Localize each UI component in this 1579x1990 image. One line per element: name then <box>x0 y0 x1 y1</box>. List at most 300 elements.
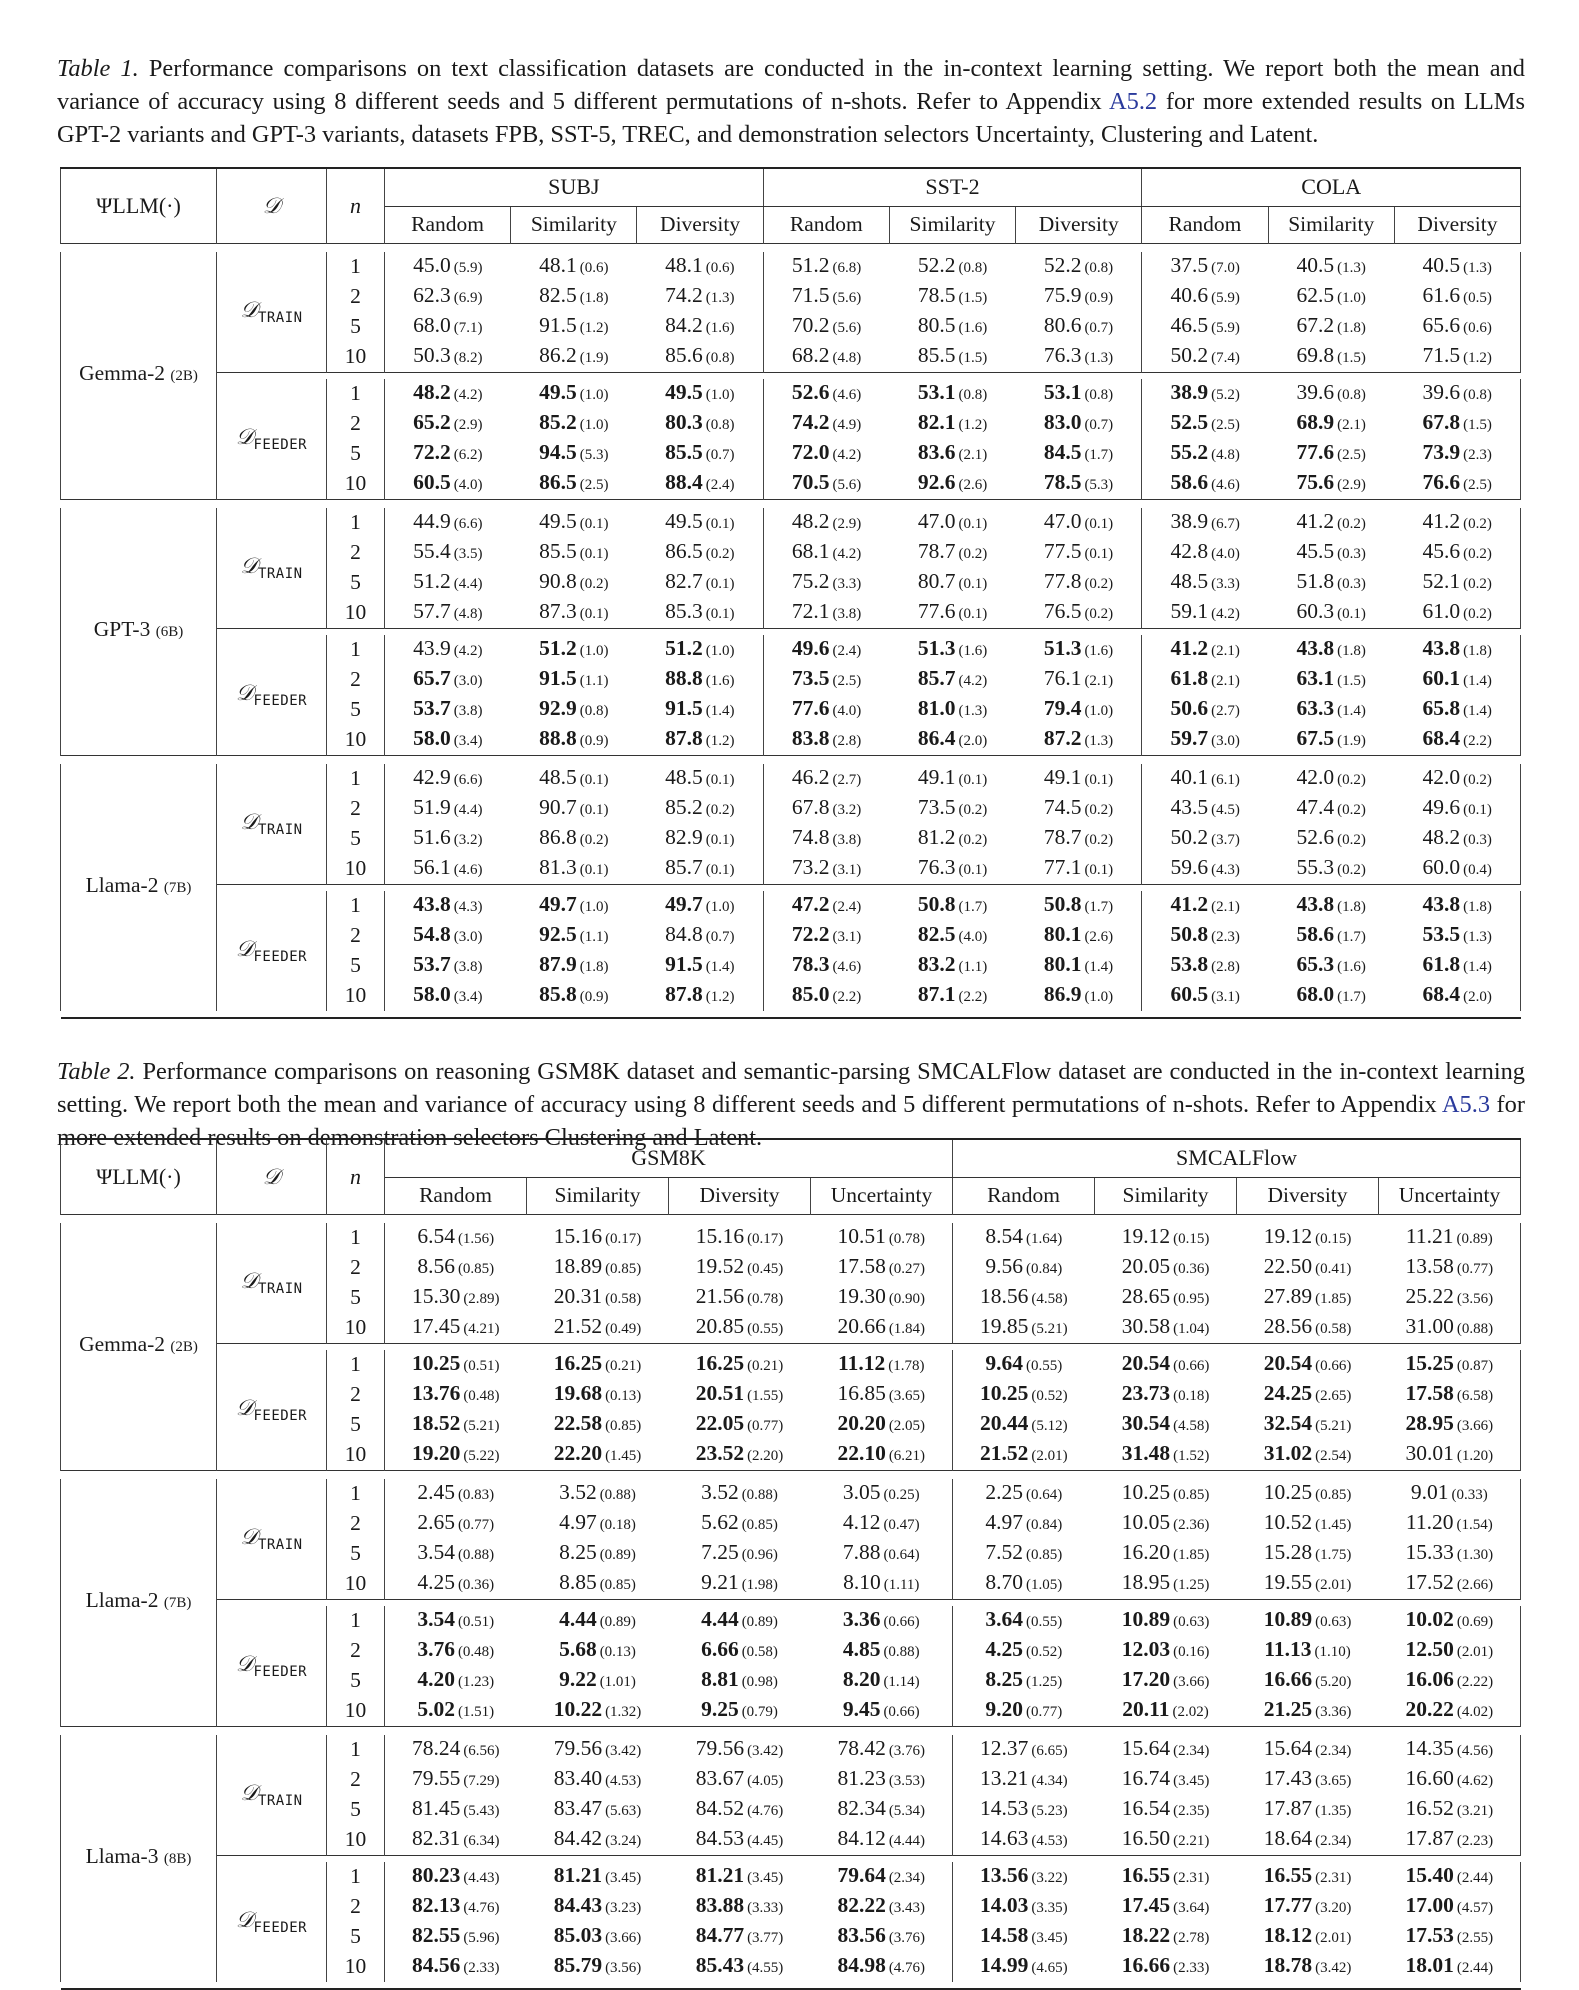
table1-cell-std: (2.5) <box>1463 476 1492 493</box>
table2-cell-std: (5.34) <box>888 1802 926 1819</box>
table1-cell <box>1394 794 1520 824</box>
table2-cell-mean: 13.76 <box>411 1380 461 1405</box>
table2-cell-mean: 10.02 <box>1405 1606 1454 1631</box>
table2-cell <box>1379 1795 1521 1825</box>
table1-cell-std: (0.1) <box>958 515 988 532</box>
table1-cell-std: (5.6) <box>832 476 862 493</box>
table1-cell <box>1394 695 1520 725</box>
table1-cell <box>1394 854 1520 885</box>
table1-cell <box>1394 379 1520 409</box>
table2-cell <box>953 1765 1095 1795</box>
table1-cell-mean: 49.7 <box>539 891 577 916</box>
table1-cell <box>385 981 511 1011</box>
table1-cell-std: (0.2) <box>1084 575 1114 592</box>
table1-header-psi-sub: LLM <box>112 192 159 218</box>
table2-cell <box>953 1952 1095 1982</box>
table1-group-0 <box>385 168 764 206</box>
table2-model-1 <box>61 1470 1521 1726</box>
table1-cell <box>385 921 511 951</box>
table2-cell-mean: 18.12 <box>1263 1922 1313 1947</box>
table2-shot-count <box>327 1636 385 1666</box>
table2-shot-value: 1 <box>350 1352 361 1376</box>
table2-cell-mean: 20.85 <box>695 1313 745 1338</box>
table2-cell-std: (0.85) <box>605 1260 642 1277</box>
table1-cell-mean: 59.7 <box>1170 725 1209 750</box>
table1-cell <box>1268 469 1394 500</box>
table1-cell-std: (0.3) <box>1337 545 1366 562</box>
table1-cell-mean: 61.8 <box>1170 665 1209 690</box>
table2-header-llm <box>61 1139 217 1214</box>
table2-cell <box>811 1380 953 1410</box>
table1-cell-std: (4.6) <box>832 386 862 403</box>
table2-model-label: Gemma-2 <box>79 1332 166 1356</box>
table1-cell <box>511 824 637 854</box>
table2-cell <box>1379 1223 1521 1253</box>
table1-cell-std: (0.2) <box>1337 861 1366 878</box>
table1-cell-std: (1.4) <box>705 702 735 719</box>
table1-cell <box>385 764 511 794</box>
table2-shot-value: 2 <box>350 1638 361 1662</box>
table2-header-group-row <box>61 1139 1521 1177</box>
table2-cell <box>1095 1666 1237 1696</box>
table1-cell <box>763 854 889 885</box>
table1-cell <box>1016 439 1142 469</box>
table1-cell-mean: 38.9 <box>1170 508 1209 533</box>
table2-cell <box>1237 1283 1379 1313</box>
table2-cell-mean: 30.54 <box>1121 1410 1171 1435</box>
table1-cell-mean: 87.2 <box>1043 725 1082 750</box>
table2-cell-std: (1.56) <box>457 1230 495 1247</box>
table1-cell-mean: 61.6 <box>1422 282 1461 307</box>
table2-cell-mean: 10.89 <box>1121 1606 1171 1631</box>
table2-cell-std: (3.45) <box>747 1869 784 1886</box>
table1-cell-mean: 61.8 <box>1422 951 1461 976</box>
table1-cell-mean: 48.1 <box>539 252 577 277</box>
table2-cell-std: (0.90) <box>888 1290 926 1307</box>
table1-cell-mean: 52.1 <box>1422 568 1461 593</box>
table2-cell-mean: 83.47 <box>553 1795 603 1820</box>
table2-cell <box>1237 1735 1379 1765</box>
table2-cell-std: (1.04) <box>1173 1320 1210 1337</box>
table2-dataset-name <box>217 1350 327 1471</box>
table2-cell-std: (3.66) <box>605 1929 642 1946</box>
table2-cell-mean: 81.21 <box>553 1862 603 1887</box>
table1-cell-mean: 42.0 <box>1296 764 1335 789</box>
table2-row <box>61 1350 1521 1380</box>
table2-shot-value: 5 <box>350 1412 361 1436</box>
table2-cell <box>953 1539 1095 1569</box>
table1-cell-mean: 51.8 <box>1296 568 1335 593</box>
table2-cell <box>953 1223 1095 1253</box>
table1-cell-std: (1.0) <box>705 386 735 403</box>
table1-cell <box>763 951 889 981</box>
table1-cell-mean: 80.1 <box>1043 921 1082 946</box>
table1-cell-std: (2.7) <box>1211 702 1240 719</box>
table2-cell <box>1095 1350 1237 1380</box>
table1-cell <box>1268 538 1394 568</box>
table1-cell-mean: 38.9 <box>1170 379 1209 404</box>
table2-cell <box>811 1223 953 1253</box>
table1-cell <box>637 824 763 854</box>
table2-shot-count <box>327 1569 385 1600</box>
table1-cell-mean: 82.7 <box>665 568 703 593</box>
table1-cell-mean: 59.1 <box>1170 598 1209 623</box>
table2-cell <box>527 1735 669 1765</box>
table1-model-separator <box>61 755 1521 764</box>
table2-cell-mean: 82.22 <box>837 1892 886 1917</box>
table1-cell-mean: 55.3 <box>1296 854 1335 879</box>
table1-subcol-7 <box>1268 206 1394 243</box>
table1-header-d: 𝒟 <box>262 192 281 218</box>
table1-cell-std: (0.2) <box>1337 515 1366 532</box>
table1-cell-mean: 46.5 <box>1170 312 1209 337</box>
table2-cell-mean: 85.79 <box>553 1952 603 1977</box>
table2-header-psi-arg: (·) <box>158 1163 181 1189</box>
table2-cell <box>527 1283 669 1313</box>
table1-cell-mean: 72.1 <box>791 598 830 623</box>
table1-cell-mean: 41.2 <box>1422 508 1461 533</box>
table1-cell-mean: 49.6 <box>791 635 830 660</box>
table1-cell <box>1016 508 1142 538</box>
table1-cell-std: (0.8) <box>1463 386 1492 403</box>
table2-cell <box>1237 1410 1379 1440</box>
table1-cell-mean: 74.2 <box>791 409 830 434</box>
table1-cell-mean: 84.2 <box>665 312 703 337</box>
table1-cell <box>1268 921 1394 951</box>
table1-cell <box>637 695 763 725</box>
table1-cell-std: (1.8) <box>579 958 609 975</box>
table2-cell <box>953 1922 1095 1952</box>
table2-cell-mean: 79.56 <box>695 1735 745 1760</box>
table1-shot-value: 5 <box>350 314 361 338</box>
table2-cell-mean: 83.40 <box>553 1765 603 1790</box>
table2-cell-std: (0.27) <box>888 1260 926 1277</box>
table2-shot-value: 1 <box>350 1225 361 1249</box>
table2-cell <box>1095 1380 1237 1410</box>
table1-cell-std: (0.1) <box>705 771 735 788</box>
table2-cell <box>385 1253 527 1283</box>
table1-subcol-label-0: Random <box>411 212 485 236</box>
table2-cell-std: (5.12) <box>1031 1417 1068 1434</box>
table2-cell <box>527 1253 669 1283</box>
table2-cell-mean: 3.54 <box>417 1539 455 1564</box>
table2-cell <box>385 1223 527 1253</box>
table2-cell-mean: 10.51 <box>837 1223 886 1248</box>
table2-cell <box>811 1696 953 1727</box>
table1-cell <box>1268 951 1394 981</box>
table2-caption-text-end: for more extended results on demonstration selectors Clustering and Latent. <box>57 1091 1525 1152</box>
table1-cell <box>889 764 1015 794</box>
table1-cell <box>763 794 889 824</box>
table1-cell-std: (4.2) <box>958 672 988 689</box>
table2-cell-std: (3.20) <box>1315 1899 1352 1916</box>
table2-cell-mean: 9.64 <box>985 1350 1023 1375</box>
table2-cell-mean: 22.58 <box>553 1410 603 1435</box>
table1-cell-std: (0.2) <box>958 801 988 818</box>
table2-cell-std: (0.45) <box>747 1260 784 1277</box>
table1-cell <box>385 409 511 439</box>
table2-cell-std: (0.66) <box>1173 1357 1210 1374</box>
table2-cell-std: (5.63) <box>605 1802 642 1819</box>
table1-cell-std: (0.1) <box>705 861 735 878</box>
table2-cell <box>953 1636 1095 1666</box>
table2-cell <box>669 1509 811 1539</box>
table1-cell <box>385 252 511 282</box>
table1-cell-std: (2.7) <box>832 771 862 788</box>
table2-cell <box>385 1735 527 1765</box>
table2-cell-std: (3.36) <box>1315 1703 1352 1720</box>
table1-cell-mean: 40.1 <box>1170 764 1209 789</box>
table2-cell <box>669 1606 811 1636</box>
table1-cell <box>511 665 637 695</box>
table1-shot-value: 5 <box>350 570 361 594</box>
table2-cell-mean: 79.55 <box>411 1765 461 1790</box>
table1-cell-mean: 62.3 <box>413 282 451 307</box>
table1-cell-std: (0.2) <box>579 575 609 592</box>
table1-cell-std: (1.2) <box>705 732 735 749</box>
table2-cell <box>385 1636 527 1666</box>
table2-cell-mean: 17.58 <box>837 1253 886 1278</box>
table2-cell-mean: 28.95 <box>1405 1410 1454 1435</box>
table1-group-1 <box>763 168 1142 206</box>
table2-cell-std: (4.65) <box>1031 1959 1068 1976</box>
table2-cell-mean: 81.21 <box>695 1862 745 1887</box>
table2-cell <box>1095 1313 1237 1344</box>
table1-cell-std: (4.0) <box>958 928 988 945</box>
table1-cell-mean: 81.0 <box>917 695 956 720</box>
table1-cell-mean: 47.0 <box>917 508 956 533</box>
table2-cell-std: (4.21) <box>463 1320 500 1337</box>
table1-cell-mean: 88.4 <box>665 469 703 494</box>
table1-header-llm <box>61 168 217 243</box>
table1-cell <box>511 635 637 665</box>
table1-cell-mean: 50.6 <box>1170 695 1209 720</box>
table1-cell-mean: 73.5 <box>791 665 830 690</box>
table1-cell <box>1016 854 1142 885</box>
table2-cell-std: (5.23) <box>1031 1802 1068 1819</box>
table1-cell <box>1394 252 1520 282</box>
table2-cell-std: (4.43) <box>463 1869 500 1886</box>
table2-cell-mean: 30.58 <box>1121 1313 1171 1338</box>
table2-cell-std: (0.17) <box>605 1230 642 1247</box>
table2-cell-std: (0.88) <box>457 1546 495 1563</box>
table2-cell-std: (3.22) <box>1031 1869 1068 1886</box>
table1-cell <box>1268 824 1394 854</box>
table1-cell-std: (5.9) <box>453 259 483 276</box>
table1-cell-mean: 92.9 <box>539 695 577 720</box>
table2-cell <box>1379 1569 1521 1600</box>
table2-group-label-0: GSM8K <box>631 1145 706 1171</box>
table2-cell <box>953 1606 1095 1636</box>
table1-cell <box>1016 635 1142 665</box>
table1-cell <box>1016 252 1142 282</box>
table1-cell-mean: 80.5 <box>917 312 956 337</box>
table2-cell-mean: 22.05 <box>695 1410 745 1435</box>
table2-dataset-d: 𝒟 <box>235 1395 254 1420</box>
table1-cell-mean: 65.8 <box>1422 695 1461 720</box>
table2-cell-mean: 13.56 <box>979 1862 1029 1887</box>
table1-cell-std: (1.2) <box>1463 349 1492 366</box>
table1-model-separator <box>61 243 1521 252</box>
table2-cell-mean: 8.25 <box>559 1539 597 1564</box>
table1-row <box>61 764 1521 794</box>
table2-cell-std: (4.58) <box>1173 1417 1210 1434</box>
table1-cell <box>1016 538 1142 568</box>
table2-cell-mean: 7.52 <box>985 1539 1023 1564</box>
table1-cell <box>637 981 763 1011</box>
table1-cell-mean: 55.4 <box>413 538 451 563</box>
table2-cell <box>953 1735 1095 1765</box>
table1-cell <box>637 538 763 568</box>
table2-cell-mean: 17.43 <box>1263 1765 1313 1790</box>
table1-cell-std: (1.0) <box>579 642 609 659</box>
table2-group-label-1: SMCALFlow <box>1176 1145 1298 1171</box>
table2-cell-std: (1.23) <box>457 1673 495 1690</box>
table1-cell-mean: 42.8 <box>1170 538 1209 563</box>
table2-cell-std: (0.89) <box>1456 1230 1493 1247</box>
table1-cell-mean: 55.2 <box>1170 439 1209 464</box>
table1-cell-std: (1.0) <box>1084 702 1114 719</box>
table2-shot-count <box>327 1313 385 1344</box>
table1-cell-std: (2.2) <box>832 988 862 1005</box>
table1-cell-mean: 81.3 <box>539 854 577 879</box>
table2-cell-mean: 21.25 <box>1263 1696 1313 1721</box>
table1-cell <box>1142 695 1268 725</box>
table1-cell-std: (2.4) <box>832 898 862 915</box>
table2 <box>60 1138 1521 1990</box>
table2-cell-mean: 5.62 <box>701 1509 739 1534</box>
table1-cell-std: (1.0) <box>579 386 609 403</box>
table2-cell-std: (0.58) <box>605 1290 642 1307</box>
table1-cell-mean: 87.3 <box>539 598 577 623</box>
table1-cell <box>1016 342 1142 373</box>
table1-cell <box>1142 439 1268 469</box>
table1-cell <box>889 409 1015 439</box>
table2-cell-std: (1.45) <box>605 1447 642 1464</box>
table2-cell-mean: 22.50 <box>1263 1253 1313 1278</box>
table1-cell-std: (0.2) <box>579 831 609 848</box>
table1-cell-mean: 68.0 <box>1296 981 1335 1006</box>
table1-cell-mean: 82.9 <box>665 824 703 849</box>
table2-cell <box>1379 1892 1521 1922</box>
table1-cell-std: (7.4) <box>1211 349 1240 366</box>
table1-cell <box>637 725 763 756</box>
table1-cell <box>889 981 1015 1011</box>
table1-cell-mean: 37.5 <box>1170 252 1209 277</box>
table1-cell <box>511 568 637 598</box>
table2-cell <box>527 1825 669 1856</box>
table2-cell-std: (2.36) <box>1173 1516 1210 1533</box>
table1-appendix-link[interactable]: A5.2 <box>1109 88 1158 116</box>
table1-cell <box>889 635 1015 665</box>
table1-cell-std: (4.5) <box>1211 801 1240 818</box>
table2-cell-mean: 10.25 <box>1121 1479 1171 1504</box>
table1-cell <box>1142 409 1268 439</box>
table2-cell-std: (0.21) <box>747 1357 784 1374</box>
table1-cell <box>637 439 763 469</box>
table2-cell-mean: 15.30 <box>411 1283 461 1308</box>
table2-shot-value: 5 <box>350 1541 361 1565</box>
table1-cell-std: (1.4) <box>1463 958 1492 975</box>
table2-cell-std: (0.41) <box>1315 1260 1352 1277</box>
table1-cell-std: (2.5) <box>832 672 862 689</box>
table2-header-n-label: n <box>350 1163 361 1189</box>
table2-cell-std: (3.42) <box>747 1742 784 1759</box>
table1-cell-std: (1.7) <box>1337 988 1366 1005</box>
table1-cell-std: (4.6) <box>1211 476 1240 493</box>
table2-cell <box>527 1410 669 1440</box>
table2-cell <box>669 1735 811 1765</box>
table2-shot-value: 10 <box>344 1442 367 1466</box>
table2-cell-std: (0.87) <box>1456 1357 1494 1374</box>
table1-cell-std: (0.2) <box>1337 771 1366 788</box>
table2-cell-mean: 9.22 <box>559 1666 597 1691</box>
table2-cell-mean: 82.31 <box>411 1825 461 1850</box>
table2-appendix-link[interactable]: A5.3 <box>1441 1091 1491 1119</box>
table2-cell-std: (3.23) <box>605 1899 642 1916</box>
table2-cell <box>1095 1636 1237 1666</box>
table1-cell <box>1142 891 1268 921</box>
table1-cell <box>1268 409 1394 439</box>
table1-shot-count <box>327 342 385 373</box>
table1-cell-std: (0.7) <box>1084 416 1114 433</box>
table2-cell <box>669 1795 811 1825</box>
table2-cell <box>1237 1380 1379 1410</box>
table1-cell <box>1016 951 1142 981</box>
table2-row <box>61 1479 1521 1509</box>
table1-cell-mean: 60.0 <box>1422 854 1461 879</box>
table2-cell-std: (0.49) <box>605 1320 642 1337</box>
table1-cell <box>511 469 637 500</box>
table1-cell <box>511 342 637 373</box>
table2-cell-mean: 19.85 <box>979 1313 1029 1338</box>
table2-shot-count <box>327 1795 385 1825</box>
table2-cell-std: (1.10) <box>1314 1643 1351 1660</box>
table1-dataset-d: 𝒟 <box>240 297 258 322</box>
table1-cell-std: (3.1) <box>832 928 862 945</box>
table1-cell-std: (0.9) <box>1084 289 1114 306</box>
table1-cell <box>1016 379 1142 409</box>
table1-cell-std: (0.7) <box>705 446 735 463</box>
table1-cell <box>637 312 763 342</box>
table2-cell <box>385 1539 527 1569</box>
table1-cell <box>889 665 1015 695</box>
table1-cell <box>637 794 763 824</box>
table2-cell-mean: 83.88 <box>695 1892 745 1917</box>
table1-dataset-name <box>217 764 327 885</box>
table1-cell-std: (1.8) <box>1337 319 1366 336</box>
table2-cell <box>385 1509 527 1539</box>
table1-cell <box>385 695 511 725</box>
table1-cell-std: (1.7) <box>1084 898 1114 915</box>
table2-cell-mean: 20.11 <box>1122 1696 1170 1721</box>
table1-header-n-label: n <box>350 192 361 218</box>
table2-cell <box>669 1350 811 1380</box>
table1-cell-std: (0.1) <box>1084 861 1114 878</box>
table1-cell-std: (1.4) <box>705 958 735 975</box>
table1-cell-mean: 49.5 <box>665 508 703 533</box>
table2-cell-std: (3.43) <box>888 1899 926 1916</box>
table2-cell <box>1237 1479 1379 1509</box>
table1-cell <box>1394 665 1520 695</box>
table2-cell-mean: 16.74 <box>1121 1765 1171 1790</box>
table1-cell-mean: 58.6 <box>1296 921 1335 946</box>
table2-dataset-d: 𝒟 <box>240 1780 258 1805</box>
table2-header-dataset <box>217 1139 327 1214</box>
table1-cell-mean: 68.4 <box>1422 981 1461 1006</box>
table2-model-label: Llama-3 <box>85 1844 159 1868</box>
table2-cell-mean: 8.25 <box>985 1666 1023 1691</box>
